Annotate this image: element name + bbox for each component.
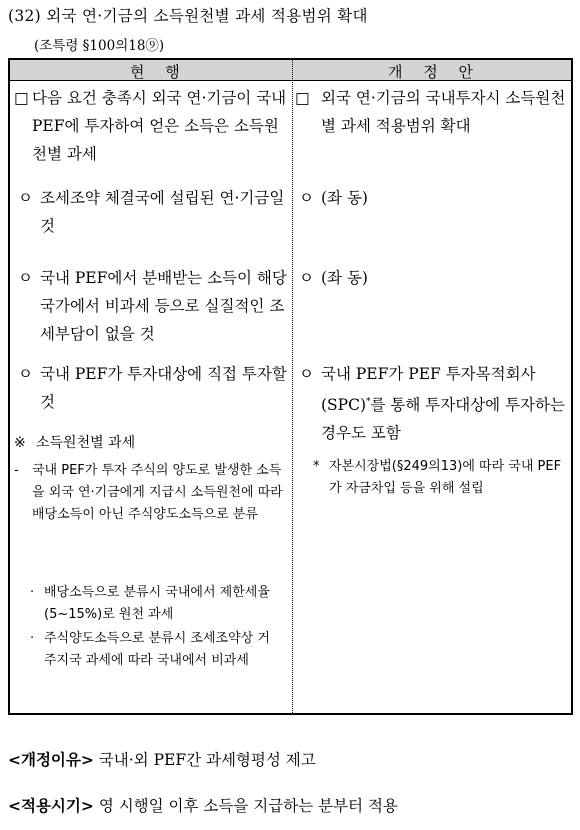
- note-dot-item-1: [30, 582, 280, 626]
- note-dot-item-2: [30, 628, 280, 672]
- effective-date-label: <적용시기>: [8, 797, 94, 815]
- legal-reference: (조특령 §100의18⑨): [34, 38, 165, 54]
- bullet-icon: ㅇ: [18, 189, 33, 207]
- footnote-mark: *: [366, 397, 371, 407]
- proposed-item-1: [299, 184, 567, 212]
- dash-icon: -: [14, 463, 19, 478]
- effective-date-text: 영 시행일 이후 소득을 지급하는 분부터 적용: [98, 797, 398, 815]
- dot-icon: ·: [30, 585, 35, 600]
- bullet-icon: ㅇ: [299, 269, 314, 287]
- proposed-item-3: [299, 360, 567, 447]
- proposed-item-3-text: [299, 360, 567, 447]
- bullet-icon: ㅇ: [299, 365, 314, 383]
- current-item-1: [18, 184, 288, 240]
- proposed-item-1-text: (좌 동): [321, 189, 368, 207]
- effective-date: [8, 794, 398, 816]
- proposed-footnote-text: 자본시장법(§249의13)에 따라 국내 PEF가 자금차입 등을 위해 설립: [329, 459, 562, 496]
- note-dot-1-text: 배당소득으로 분류시 국내에서 제한세율(5~15%)로 원천 과세: [44, 585, 270, 622]
- bullet-icon: ㅇ: [299, 189, 314, 207]
- note-dot-2-text: 주식양도소득으로 분류시 조세조약상 거주지국 과세에 따라 국내에서 비과세: [44, 631, 270, 668]
- proposed-intro-text: 외국 연·기금의 국내투자시 소득원천별 과세 적용범위 확대: [321, 89, 566, 135]
- current-item-2-text: 국내 PEF에서 분배받는 소득이 해당 국가에서 비과세 등으로 실질적인 조세부담이 없을 것: [40, 269, 287, 343]
- current-item-3-text: 국내 PEF가 투자대상에 직접 투자할 것: [40, 365, 287, 411]
- proposed-item-3-pre: 국내 PEF가 PEF 투자목적회사(SPC): [321, 365, 536, 415]
- revision-reason-text: 국내·외 PEF간 과세형평성 제고: [98, 751, 316, 769]
- proposed-item-2: [299, 264, 567, 292]
- table-header: [10, 60, 571, 81]
- page-title: (32) 외국 연·기금의 소득원천별 과세 적용범위 확대: [8, 7, 368, 25]
- proposed-intro: [295, 84, 567, 140]
- revision-reason: [8, 748, 316, 770]
- header-proposed: 개 정 안: [388, 63, 482, 81]
- comparison-table: [8, 58, 573, 715]
- proposed-footnote: [313, 456, 567, 500]
- bullet-icon: ㅇ: [18, 365, 33, 383]
- proposed-item-2-text: (좌 동): [321, 269, 368, 287]
- proposed-column: [293, 80, 571, 715]
- current-item-3: [18, 360, 288, 416]
- current-intro-text: 다음 요건 충족시 외국 연·기금이 국내 PEF에 투자하여 얻은 소득은 소득원천별 과세: [32, 89, 287, 163]
- revision-reason-label: <개정이유>: [8, 751, 94, 769]
- current-column: [10, 80, 292, 715]
- current-item-1-text: 조세조약 체결국에 설립된 연·기금일 것: [40, 189, 285, 235]
- asterisk-icon: *: [313, 459, 320, 474]
- dot-icon: ·: [30, 631, 35, 646]
- note-dash-item: [14, 460, 288, 526]
- note-heading-text: 소득원천별 과세: [36, 435, 136, 451]
- current-item-2: [18, 264, 288, 348]
- current-intro: [14, 84, 288, 168]
- note-dash-text: 국내 PEF가 투자 주식의 양도로 발생한 소득을 외국 연·기금에게 지급시 소득원천에 따라 배당소득이 아닌 주식양도소득으로 분류: [32, 463, 283, 522]
- header-current: 현 행: [130, 63, 188, 81]
- note-heading: [14, 432, 288, 454]
- bullet-icon: ㅇ: [18, 269, 33, 287]
- reference-mark-icon: ※: [14, 435, 26, 451]
- checkbox-icon: □: [14, 89, 29, 107]
- proposed-item-3-post: 를 통해 투자대상에 투자하는 경우도 포함: [321, 396, 565, 443]
- checkbox-icon: □: [295, 89, 310, 107]
